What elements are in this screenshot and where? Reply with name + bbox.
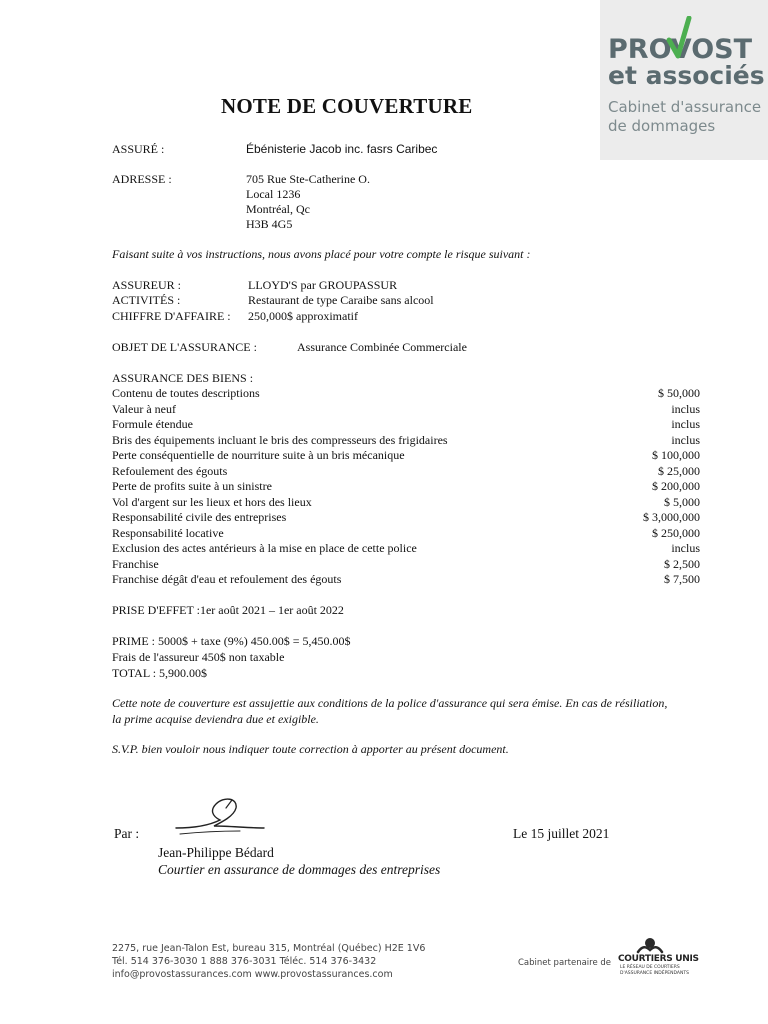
coverage-label: Vol d'argent sur les lieux et hors des lieux	[112, 494, 312, 509]
address-label: ADRESSE :	[112, 172, 172, 186]
coverage-label: Valeur à neuf	[112, 401, 176, 416]
signatory-name: Jean-Philippe Bédard	[158, 845, 274, 860]
logo-brand-line1: PROVOST	[608, 34, 753, 65]
coverage-row	[112, 541, 700, 557]
revenue-label: CHIFFRE D'AFFAIRE :	[112, 309, 231, 323]
insured-label: ASSURÉ :	[112, 142, 165, 156]
coverage-value: $ 5,000	[664, 494, 700, 509]
conditions-note-line: la prime acquise deviendra due et exigible.	[112, 712, 319, 726]
coverage-label: Franchise dégât d'eau et refoulement des égouts	[112, 572, 342, 586]
coverage-row	[112, 464, 700, 480]
conditions-note-line: Cette note de couverture est assujettie aux conditions de la police d'assurance qui sera émise. En cas de résiliation,	[112, 696, 668, 710]
coverage-value: $ 250,000	[652, 525, 700, 540]
logo-tagline-2: de dommages	[608, 117, 716, 135]
property-heading: ASSURANCE DES BIENS :	[112, 371, 254, 385]
coverage-value: inclus	[671, 417, 700, 431]
coverage-row	[112, 448, 700, 464]
effective-to: 1er août 2022	[277, 603, 344, 617]
coverage-label: Bris des équipements incluant le bris des compresseurs des frigidaires	[112, 432, 448, 447]
signatory-role: Courtier en assurance de dommages des entreprises	[158, 862, 441, 877]
partner-logo	[612, 936, 699, 982]
coverage-row	[112, 526, 700, 542]
activities-label: ACTIVITÉS :	[112, 293, 181, 307]
partner-name: COURTIERS UNIS	[618, 954, 699, 964]
footer-address: 2275, rue Jean-Talon Est, bureau 315, Montréal (Québec) H2E 1V6	[112, 943, 426, 954]
document-date: Le 15 juillet 2021	[513, 826, 610, 841]
coverage-label: Exclusion des actes antérieurs à la mise en place de cette police	[112, 541, 417, 555]
activities-value: Restaurant de type Caraibe sans alcool	[248, 293, 434, 307]
partner-sub-1: LE RÉSEAU DE COURTIERS	[620, 965, 680, 970]
handwritten-signature	[170, 790, 270, 840]
coverage-label: Responsabilité civile des entreprises	[112, 510, 287, 524]
signed-by-label: Par :	[114, 826, 140, 841]
address-line: H3B 4G5	[246, 217, 293, 231]
insurer-fee-line: Frais de l'assureur 450$ non taxable	[112, 650, 285, 664]
coverage-value: inclus	[671, 541, 700, 555]
coverage-row	[112, 572, 700, 588]
object-label: OBJET DE L'ASSURANCE :	[112, 340, 257, 354]
footer-contacts: info@provostassurances.com www.provostassurances.com	[112, 969, 393, 980]
logo-brand-line2: et associés	[608, 61, 765, 90]
coverage-value: $ 25,000	[658, 463, 700, 478]
company-logo	[600, 0, 768, 160]
coverage-row	[112, 557, 700, 573]
coverage-label: Formule étendue	[112, 417, 193, 431]
total-line: TOTAL : 5,900.00$	[112, 666, 208, 680]
coverage-row	[112, 402, 700, 418]
intro-text: Faisant suite à vos instructions, nous avons placé pour votre compte le risque suivant :	[112, 247, 531, 261]
object-value: Assurance Combinée Commerciale	[297, 340, 467, 354]
coverage-label: Perte de profits suite à un sinistre	[112, 479, 272, 493]
insurer-value: LLOYD'S par GROUPASSUR	[248, 278, 398, 292]
coverage-value: inclus	[671, 401, 700, 416]
partner-emblem-icon	[636, 936, 664, 954]
coverage-value: $ 200,000	[652, 479, 700, 493]
coverage-value: $ 50,000	[658, 386, 700, 400]
coverage-value: $ 2,500	[664, 556, 700, 571]
insurer-label: ASSUREUR :	[112, 278, 182, 292]
logo-tagline-1: Cabinet d'assurance	[608, 98, 762, 116]
page-title: NOTE DE COUVERTURE	[221, 94, 473, 118]
coverage-row	[112, 417, 700, 433]
effective-separator: –	[268, 603, 275, 617]
address-line: Local 1236	[246, 187, 301, 201]
coverage-label: Contenu de toutes descriptions	[112, 386, 260, 400]
coverage-row	[112, 510, 700, 526]
effective-label: PRISE D'EFFET :	[112, 603, 200, 617]
coverage-value: $ 100,000	[652, 448, 700, 462]
premium-line: PRIME : 5000$ + taxe (9%) 450.00$ = 5,450.00$	[112, 634, 351, 648]
effective-date	[112, 603, 344, 619]
coverage-value: $ 7,500	[664, 572, 700, 586]
coverage-row	[112, 479, 700, 495]
logo-checkmark-icon	[666, 16, 692, 60]
effective-from: 1er août 2021	[199, 603, 266, 617]
coverage-label: Responsabilité locative	[112, 525, 224, 540]
footer-phones: Tél. 514 376-3030 1 888 376-3031 Téléc. 514 376-3432	[112, 956, 377, 967]
coverage-label: Franchise	[112, 556, 159, 571]
coverage-value: inclus	[671, 432, 700, 447]
coverage-label: Refoulement des égouts	[112, 463, 228, 478]
coverage-row	[112, 386, 700, 402]
coverage-row	[112, 495, 700, 511]
address-line: Montréal, Qc	[246, 202, 310, 216]
revenue-value: 250,000$ approximatif	[248, 309, 358, 323]
coverage-label: Perte conséquentielle de nourriture suite à un bris mécanique	[112, 448, 405, 462]
address-line: 705 Rue Ste-Catherine O.	[246, 172, 370, 186]
coverage-row	[112, 433, 700, 449]
coverage-value: $ 3,000,000	[643, 510, 700, 524]
insured-value: Ébénisterie Jacob inc. fasrs Caribec	[246, 142, 438, 156]
partner-sub-2: D'ASSURANCE INDÉPENDANTS	[620, 971, 689, 976]
correction-request: S.V.P. bien vouloir nous indiquer toute correction à apporter au présent document.	[112, 742, 509, 756]
partner-label: Cabinet partenaire de	[518, 958, 612, 968]
